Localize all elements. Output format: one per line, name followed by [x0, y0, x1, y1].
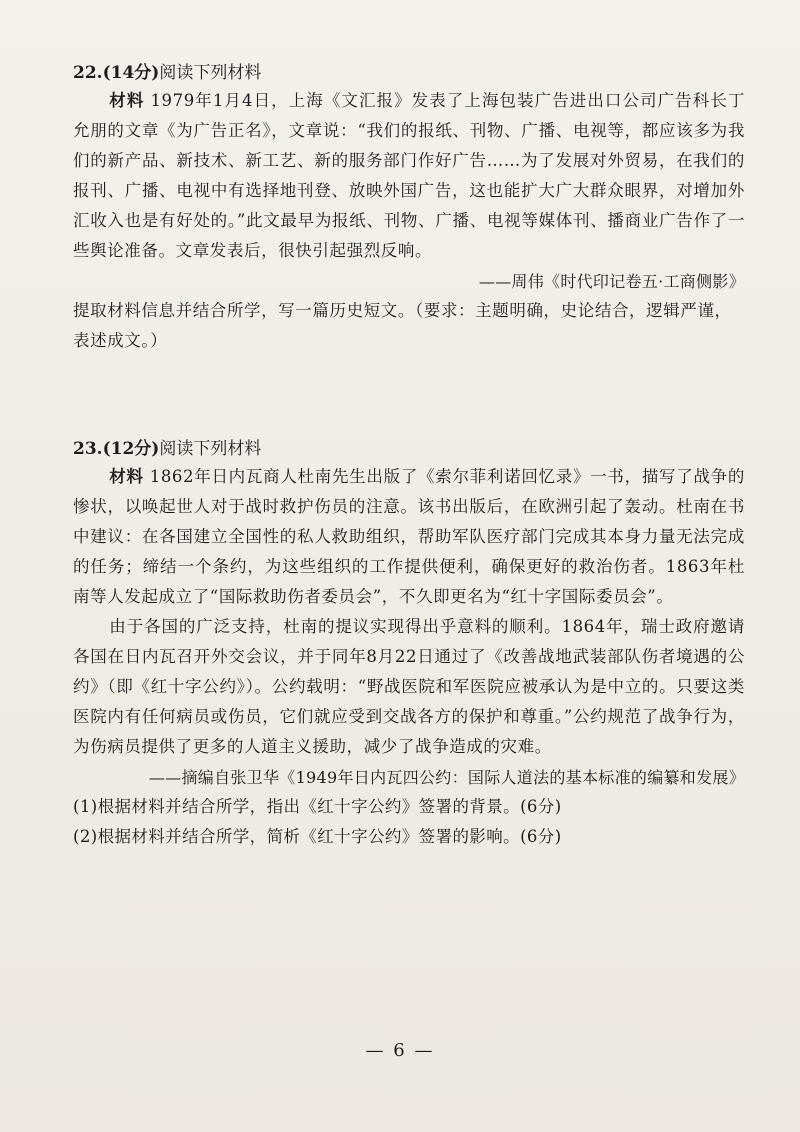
sub-question-1: (1)根据材料并结合所学，指出《红十字公约》签署的背景。(6分)	[73, 797, 562, 816]
question-22	[73, 60, 745, 356]
question-number: 22.	[73, 63, 103, 83]
question-number: 23.	[73, 439, 103, 459]
question-22-header	[73, 60, 745, 86]
question-score: (12分)	[102, 439, 160, 459]
question-score: (14分)	[102, 63, 160, 83]
question-23	[73, 436, 745, 852]
material-text: 1862年日内瓦商人杜南先生出版了《索尔菲利诺回忆录》一书，描写了战争的惨状，以唤起世人对于战时救护伤员的注意。该书出版后，在欧洲引起了轰动。杜南在书中建议：在各国建立全国性的私人救助组织，帮助军队医疗部门完成其本身力量无法完成的任务；缔结一个条约，为这些组织的工作提供便利，确保更好的救治伤者。1863年杜南等人发起成立了“国际救助伤者委员会”，不久即更名为“红十字国际委员会”。	[73, 467, 746, 606]
page-number: — 6 —	[365, 1040, 435, 1061]
material-label: 材料	[109, 91, 145, 110]
material-source: ——摘编自张卫华《1949年日内瓦四公约：国际人道法的基本标准的编纂和发展》	[148, 768, 745, 787]
question-task: 提取材料信息并结合所学，写一篇历史短文。（要求：主题明确，史论结合，逻辑严谨，表述成文。）	[73, 301, 732, 350]
question-instruction: 阅读下列材料	[159, 63, 262, 83]
question-instruction: 阅读下列材料	[159, 439, 262, 459]
material-paragraph	[73, 462, 745, 612]
material-paragraph: 由于各国的广泛支持，杜南的提议实现得出乎意料的顺利。1864年，瑞士政府邀请各国在日内瓦召开外交会议，并于同年8月22日通过了《改善战地武装部队伤者境遇的公约》（即《红十字公约》）。公约载明：“野战医院和军医院应被承认为是中立的。只要这类医院内有任何病员或伤员，它们就应受到交战各方的保护和尊重。”公约规范了战争行为，为伤病员提供了更多的人道主义援助，减少了战争造成的灾难。	[73, 617, 745, 756]
material-paragraph	[73, 86, 745, 266]
question-23-header	[73, 436, 745, 462]
sub-question-2: (2)根据材料并结合所学，简析《红十字公约》签署的影响。(6分)	[73, 827, 562, 846]
material-source: ——周伟《时代印记卷五·工商侧影》	[478, 272, 745, 291]
material-label: 材料	[109, 467, 144, 486]
material-text: 1979年1月4日，上海《文汇报》发表了上海包装广告进出口公司广告科长丁允朋的文章《为广告正名》，文章说：“我们的报纸、刊物、广播、电视等，都应该多为我们的新产品、新技术、新工艺、新的服务部门作好广告……为了发展对外贸易，在我们的报刊、广播、电视中有选择地刊登、放映外国广告，这也能扩大广大群众眼界，对增加外汇收入也是有好处的。”此文最早为报纸、刊物、广播、电视等媒体刊、播商业广告作了一些舆论准备。文章发表后，很快引起强烈反响。	[73, 91, 745, 260]
